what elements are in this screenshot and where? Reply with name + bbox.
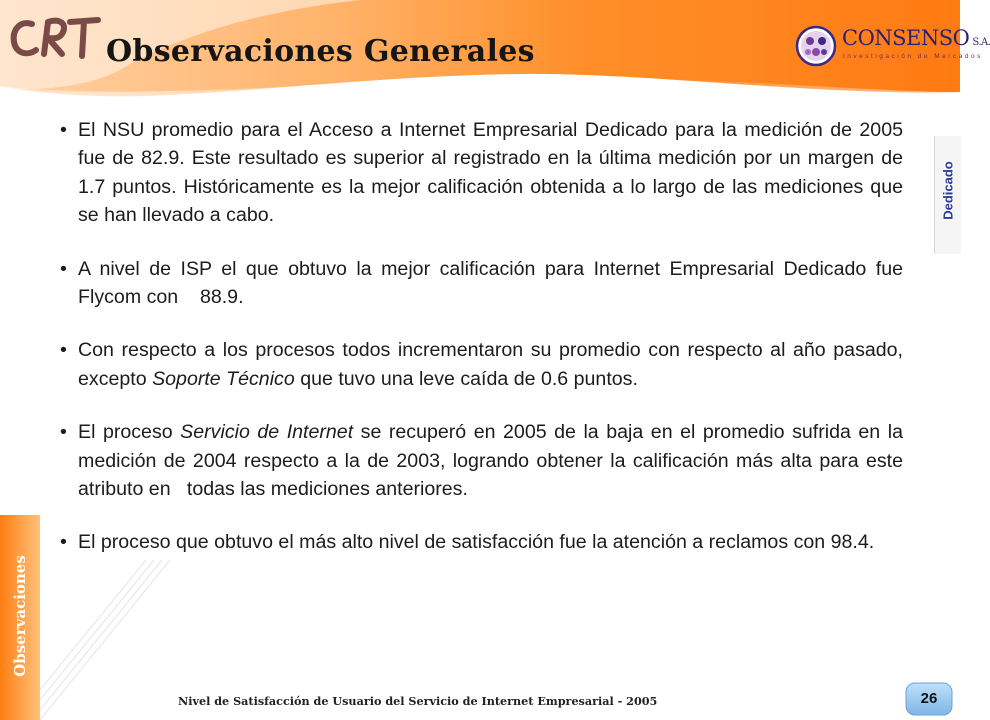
consenso-tagline: Investigación de Mercados [843, 53, 983, 60]
page-number-badge [905, 682, 953, 716]
observations-list [60, 116, 909, 582]
page-title: Observaciones Generales [106, 34, 535, 69]
bullet-text: Con respecto a los procesos todos incrementaron su promedio con respecto al año pasado, excepto [78, 339, 903, 390]
observation-bullet [60, 418, 909, 503]
bullet-text: El proceso que obtuvo el más alto nivel de satisfacción fue la atención a reclamos con 98.4. [78, 531, 875, 554]
bullet-text: A nivel de ISP el que obtuvo la mejor calificación para Internet Empresarial Dedicado fue Flycom con 88.9. [78, 257, 909, 309]
consenso-logo [792, 22, 990, 76]
globe-icon [794, 24, 838, 68]
emphasis-text: Soporte Técnico [152, 367, 295, 390]
observation-bullet [60, 255, 909, 312]
crt-logo [6, 8, 102, 68]
consenso-wordmark: CONSENSO S.A. [842, 26, 990, 50]
footer-caption: Nivel de Satisfacción de Usuario del Servicio de Internet Empresarial - 2005 [178, 694, 658, 708]
section-tab [934, 136, 961, 254]
section-sidebar [0, 515, 40, 720]
page-number: 26 [920, 690, 938, 707]
bullet-text: El NSU promedio para el Acceso a Internet Empresarial Dedicado para la medición de 2005 fue de 82.9. Este resultado es superior al registrado en la última medición por un margen de 1.7 puntos. Históricamente es la mejor calificación obtenida a lo largo de las mediciones que se han llevado a cabo. [78, 119, 903, 227]
observation-bullet [60, 336, 903, 393]
emphasis-text: Servicio de Internet [180, 421, 354, 444]
observation-bullet [60, 116, 903, 230]
section-sidebar-label: Observaciones [11, 555, 29, 677]
observation-bullet [60, 528, 903, 556]
decorative-lines [40, 560, 180, 720]
bullet-text: El proceso [78, 421, 181, 444]
section-tab-label: Dedicado [940, 161, 956, 220]
bullet-text: se recuperó en 2005 de la baja en el promedio sufrida en la medición de 2004 respecto a la de 2003, logrando obtener la calificación más alta para este atributo en todas las mediciones anteriores. [78, 421, 909, 501]
bullet-text: que tuvo una leve caída de 0.6 puntos. [294, 367, 638, 390]
